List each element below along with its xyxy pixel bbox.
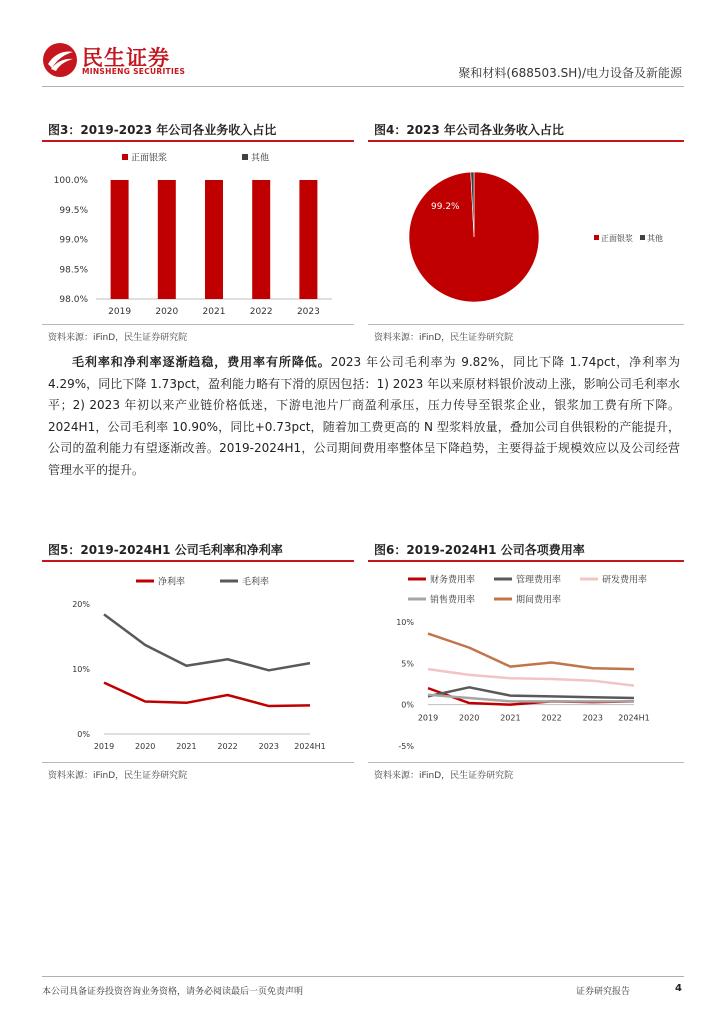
fig5-source: 资料来源：iFinD，民生证券研究院 — [48, 771, 188, 781]
fig3-ytick-label: 99.5% — [59, 205, 88, 216]
fig5-xtick-label: 2019 — [93, 742, 115, 751]
fig5-ytick-label: 20% — [72, 600, 90, 609]
fig5-title: 图5：2019-2024H1 公司毛利率和净利率 — [48, 543, 283, 557]
fig6-series-line-4 — [428, 634, 634, 670]
fig4-legend-swatch-0 — [594, 235, 599, 240]
fig3-title: 图3：2019-2023 年公司各业务收入占比 — [48, 123, 277, 137]
fig6-ytick-label: 10% — [396, 618, 414, 627]
fig4-bottom-rule — [368, 324, 684, 325]
fig3-ytick-label: 98.0% — [59, 295, 88, 305]
fig3-ytick-label: 99.0% — [59, 235, 88, 246]
fig6-xtick-label: 2023 — [582, 713, 603, 723]
footer-disclaimer: 本公司具备证券投资咨询业务资格，请务必阅读最后一页免责声明 — [42, 987, 304, 997]
fig3-xtick-label: 2022 — [249, 307, 273, 317]
fig3-chart — [42, 142, 354, 322]
fig4-legend-swatch-1 — [640, 235, 645, 240]
paragraph-lead: 毛利率和净利率逐渐趋稳，费用率有所降低。 — [72, 355, 331, 369]
fig6-xtick-label: 2022 — [541, 713, 562, 723]
fig6-legend-label-3: 销售费用率 — [430, 595, 476, 606]
fig6-bottom-rule — [368, 762, 684, 763]
fig6-chart — [368, 562, 684, 760]
fig3-bar-main — [205, 180, 223, 299]
fig4-legend-label-1: 其他 — [647, 234, 663, 243]
logo-icon — [42, 42, 78, 78]
fig6-source: 资料来源：iFinD，民生证券研究院 — [374, 771, 514, 781]
fig3-legend-label-0: 正面银浆 — [131, 153, 168, 164]
brand-name: 民生证券 — [82, 46, 170, 70]
fig4-legend-label-0: 正面银浆 — [601, 234, 633, 243]
paragraph-body: 2023 年公司毛利率为 9.82%，同比下降 1.74pct，净利率为 4.29%，同比下降 1.73pct，盈利能力略有下滑的原因包括：1) 2023 年以来原材料银价波动上涨，影响公司毛利率水平；2) 2023 年初以来产业链价格低迷，下游电池片厂商盈利承压，压力传导至银浆企业，银浆加工费有所下降。2024H1，公司毛利率 10.90%，同比+0.73pct，随着加工费更高的 N 型浆料放量，叠加公司自供银粉的产能提升，公司的盈利能力有望逐渐改善。2019-2024H1，公司期间费用率整体呈下降趋势，主要得益于规模效应以及公司经营管理水平的提升。 — [48, 355, 680, 477]
fig3-bar-main — [158, 180, 176, 299]
report-subject: 聚和材料(688503.SH)/电力设备及新能源 — [458, 66, 682, 80]
header-divider — [42, 86, 684, 87]
fig6-series-line-2 — [428, 669, 634, 686]
fig3-ytick-label: 100.0% — [53, 176, 88, 186]
footer-divider — [42, 976, 684, 977]
fig3-ytick-label: 98.5% — [59, 265, 88, 276]
page-number: 4 — [675, 983, 682, 994]
fig3-source: 资料来源：iFinD，民生证券研究院 — [48, 333, 188, 343]
fig5-xtick-label: 2024H1 — [294, 742, 326, 751]
fig5-xtick-label: 2020 — [135, 742, 156, 751]
body-paragraph — [48, 352, 680, 481]
fig4-source: 资料来源：iFinD，民生证券研究院 — [374, 333, 514, 343]
fig3-xtick-label: 2023 — [296, 307, 320, 317]
fig5-legend-label-1: 毛利率 — [242, 577, 270, 588]
fig5-xtick-label: 2022 — [217, 742, 238, 751]
fig6-ytick-label: 0% — [401, 700, 414, 710]
fig3-legend-swatch-1 — [242, 154, 248, 160]
fig5-xtick-label: 2023 — [258, 742, 279, 751]
fig6-xtick-label: 2019 — [417, 713, 439, 723]
fig5-legend-label-0: 净利率 — [158, 577, 186, 588]
fig5-xtick-label: 2021 — [176, 742, 197, 751]
fig6-ytick-label: 5% — [401, 659, 414, 669]
fig3-legend-label-1: 其他 — [251, 153, 270, 164]
fig5-ytick-label: 0% — [77, 730, 90, 739]
fig4-chart — [368, 142, 684, 322]
fig6-ytick-label: -5% — [398, 742, 414, 751]
fig6-xtick-label: 2024H1 — [618, 713, 650, 723]
fig6-xtick-label: 2021 — [500, 713, 521, 723]
fig3-bar-main — [299, 180, 317, 299]
fig5-ytick-label: 10% — [72, 665, 90, 674]
fig3-xtick-label: 2021 — [202, 307, 226, 317]
footer-report-type: 证券研究报告 — [575, 987, 630, 997]
fig6-title: 图6：2019-2024H1 公司各项费用率 — [374, 543, 585, 557]
fig5-series-line-0 — [104, 683, 310, 706]
fig3-xtick-label: 2019 — [108, 307, 132, 317]
fig5-chart — [42, 562, 354, 760]
fig4-data-label: 99.2% — [431, 202, 460, 212]
fig6-xtick-label: 2020 — [459, 713, 480, 723]
fig6-legend-label-4: 期间费用率 — [516, 595, 562, 606]
fig5-series-line-1 — [104, 614, 310, 670]
fig6-legend-label-1: 管理费用率 — [516, 575, 562, 586]
fig3-bar-main — [252, 180, 270, 299]
fig5-bottom-rule — [42, 762, 354, 763]
fig3-bar-main — [111, 180, 129, 299]
brand-name-en: MINSHENG SECURITIES — [82, 67, 186, 76]
fig6-legend-label-2: 研发费用率 — [602, 575, 648, 586]
fig6-legend-label-0: 财务费用率 — [430, 575, 476, 586]
fig3-bottom-rule — [42, 324, 354, 325]
fig3-xtick-label: 2020 — [155, 307, 179, 317]
fig3-legend-swatch-0 — [122, 154, 128, 160]
fig4-title: 图4：2023 年公司各业务收入占比 — [374, 123, 564, 137]
